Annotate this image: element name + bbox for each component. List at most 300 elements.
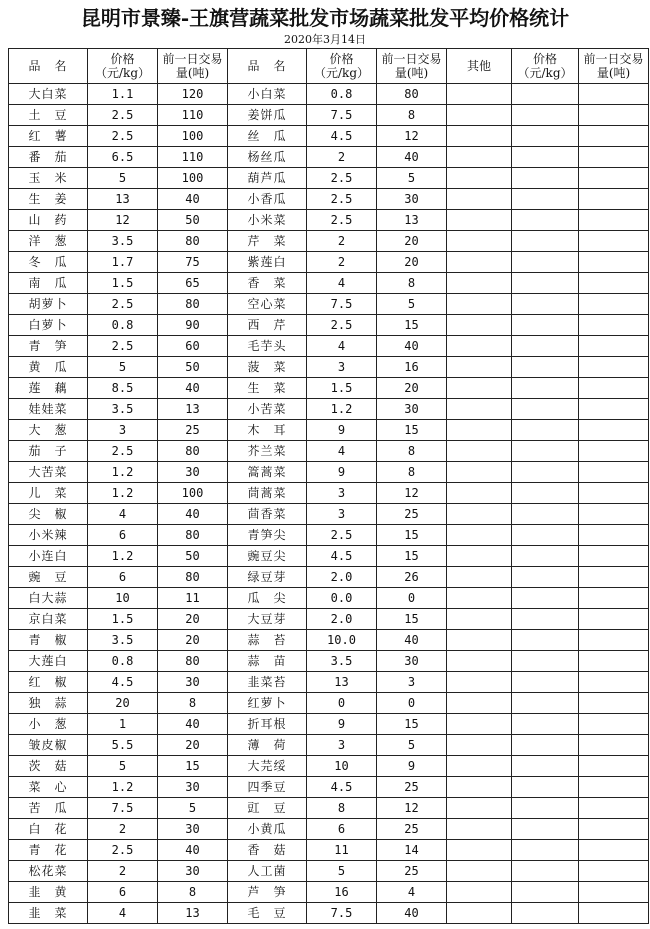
item-volume: 80 [158, 525, 228, 546]
item-volume: 20 [158, 630, 228, 651]
other-cell [447, 798, 512, 819]
item-name: 小米菜 [228, 210, 307, 231]
item-name: 青笋尖 [228, 525, 307, 546]
item-volume: 30 [158, 777, 228, 798]
item-price: 1.5 [307, 378, 377, 399]
item-price: 4 [88, 504, 158, 525]
item-price: 2.5 [88, 441, 158, 462]
item-price: 2.5 [307, 189, 377, 210]
other-cell [447, 357, 512, 378]
other-cell [447, 441, 512, 462]
other-cell [447, 777, 512, 798]
item-volume: 120 [158, 84, 228, 105]
item-price: 2 [307, 252, 377, 273]
other-price-cell [512, 399, 579, 420]
item-name: 茄 子 [9, 441, 88, 462]
table-row [9, 210, 649, 231]
table-row [9, 315, 649, 336]
table-body [9, 84, 649, 924]
item-price: 3 [88, 420, 158, 441]
item-price: 8.5 [88, 378, 158, 399]
item-name: 红 椒 [9, 672, 88, 693]
item-price: 2.5 [307, 525, 377, 546]
item-volume: 16 [377, 357, 447, 378]
item-volume: 5 [158, 798, 228, 819]
item-name: 大莲白 [9, 651, 88, 672]
item-price: 10 [307, 756, 377, 777]
item-name: 白 花 [9, 819, 88, 840]
item-volume: 14 [377, 840, 447, 861]
other-price-cell [512, 294, 579, 315]
table-row [9, 756, 649, 777]
other-cell [447, 189, 512, 210]
item-volume: 8 [158, 693, 228, 714]
item-volume: 50 [158, 210, 228, 231]
other-price-cell [512, 315, 579, 336]
item-name: 苦 瓜 [9, 798, 88, 819]
item-volume: 20 [377, 378, 447, 399]
other-price-cell [512, 609, 579, 630]
other-volume-cell [579, 231, 649, 252]
other-volume-cell [579, 672, 649, 693]
document-title: 昆明市景臻-王旗营蔬菜批发市场蔬菜批发平均价格统计 [80, 6, 570, 30]
item-name: 大豆芽 [228, 609, 307, 630]
other-price-cell [512, 126, 579, 147]
item-name: 胡萝卜 [9, 294, 88, 315]
item-price: 2.5 [307, 210, 377, 231]
item-name: 木 耳 [228, 420, 307, 441]
item-volume: 50 [158, 546, 228, 567]
item-volume: 13 [158, 903, 228, 924]
other-cell [447, 714, 512, 735]
item-name: 丝 瓜 [228, 126, 307, 147]
item-name: 青 笋 [9, 336, 88, 357]
other-cell [447, 483, 512, 504]
item-price: 2.0 [307, 567, 377, 588]
item-price: 2 [307, 231, 377, 252]
item-price: 6 [88, 882, 158, 903]
item-name: 大苦菜 [9, 462, 88, 483]
item-volume: 100 [158, 168, 228, 189]
table-row [9, 588, 649, 609]
table-row [9, 126, 649, 147]
other-price-cell [512, 441, 579, 462]
item-name: 毛芋头 [228, 336, 307, 357]
item-volume: 80 [158, 567, 228, 588]
other-volume-cell [579, 630, 649, 651]
other-price-cell [512, 357, 579, 378]
item-volume: 90 [158, 315, 228, 336]
other-price-cell [512, 546, 579, 567]
item-price: 16 [307, 882, 377, 903]
other-volume-cell [579, 315, 649, 336]
other-cell [447, 105, 512, 126]
other-price-cell [512, 273, 579, 294]
item-name: 冬 瓜 [9, 252, 88, 273]
other-cell [447, 819, 512, 840]
item-name: 京白菜 [9, 609, 88, 630]
table-row [9, 336, 649, 357]
item-name: 红萝卜 [228, 693, 307, 714]
other-volume-cell [579, 84, 649, 105]
item-price: 11 [307, 840, 377, 861]
table-row [9, 735, 649, 756]
other-cell [447, 273, 512, 294]
item-name: 松花菜 [9, 861, 88, 882]
table-row [9, 546, 649, 567]
item-volume: 9 [377, 756, 447, 777]
other-cell [447, 462, 512, 483]
item-name: 韭 菜 [9, 903, 88, 924]
item-price: 5 [88, 756, 158, 777]
other-cell [447, 525, 512, 546]
item-price: 5 [88, 168, 158, 189]
other-cell [447, 882, 512, 903]
item-volume: 80 [158, 231, 228, 252]
item-volume: 40 [158, 504, 228, 525]
other-volume-cell [579, 567, 649, 588]
other-volume-cell [579, 588, 649, 609]
table-row [9, 777, 649, 798]
item-volume: 25 [377, 819, 447, 840]
item-name: 韭菜苔 [228, 672, 307, 693]
other-cell [447, 903, 512, 924]
item-volume: 15 [377, 714, 447, 735]
item-name: 西 芹 [228, 315, 307, 336]
other-volume-cell [579, 189, 649, 210]
item-name: 菠 菜 [228, 357, 307, 378]
item-price: 2 [88, 819, 158, 840]
item-volume: 25 [158, 420, 228, 441]
other-volume-cell [579, 798, 649, 819]
other-cell [447, 336, 512, 357]
other-volume-cell [579, 378, 649, 399]
table-row [9, 105, 649, 126]
item-price: 3 [307, 483, 377, 504]
item-price: 7.5 [307, 903, 377, 924]
item-name: 芥兰菜 [228, 441, 307, 462]
item-volume: 12 [377, 483, 447, 504]
other-cell [447, 315, 512, 336]
item-name: 生 菜 [228, 378, 307, 399]
other-volume-cell [579, 609, 649, 630]
item-volume: 50 [158, 357, 228, 378]
header-name-1: 品 名 [9, 49, 88, 84]
item-name: 薄 荷 [228, 735, 307, 756]
item-price: 4 [307, 273, 377, 294]
item-price: 13 [88, 189, 158, 210]
item-volume: 5 [377, 294, 447, 315]
item-volume: 30 [158, 672, 228, 693]
other-cell [447, 378, 512, 399]
item-volume: 15 [377, 525, 447, 546]
item-price: 13 [307, 672, 377, 693]
other-price-cell [512, 525, 579, 546]
item-volume: 25 [377, 777, 447, 798]
other-price-cell [512, 210, 579, 231]
item-name: 小黄瓜 [228, 819, 307, 840]
item-price: 4 [88, 903, 158, 924]
other-price-cell [512, 420, 579, 441]
table-row [9, 819, 649, 840]
header-row [9, 49, 649, 84]
other-volume-cell [579, 714, 649, 735]
other-cell [447, 861, 512, 882]
table-row [9, 882, 649, 903]
item-volume: 30 [377, 189, 447, 210]
item-name: 绿豆芽 [228, 567, 307, 588]
item-price: 1.5 [88, 273, 158, 294]
item-name: 尖 椒 [9, 504, 88, 525]
item-name: 紫莲白 [228, 252, 307, 273]
table-row [9, 84, 649, 105]
item-volume: 8 [377, 441, 447, 462]
other-cell [447, 84, 512, 105]
item-name: 大芫绥 [228, 756, 307, 777]
item-price: 1.5 [88, 609, 158, 630]
other-cell [447, 168, 512, 189]
item-volume: 80 [158, 294, 228, 315]
other-cell [447, 147, 512, 168]
item-volume: 110 [158, 147, 228, 168]
item-price: 4.5 [307, 777, 377, 798]
other-volume-cell [579, 504, 649, 525]
item-price: 3.5 [88, 399, 158, 420]
item-volume: 8 [377, 462, 447, 483]
other-cell [447, 399, 512, 420]
other-volume-cell [579, 168, 649, 189]
item-volume: 25 [377, 861, 447, 882]
other-volume-cell [579, 399, 649, 420]
other-price-cell [512, 861, 579, 882]
other-price-cell [512, 189, 579, 210]
other-price-cell [512, 84, 579, 105]
item-price: 6 [88, 567, 158, 588]
other-cell [447, 504, 512, 525]
report-date: 2020年3月14日 [284, 33, 366, 46]
item-price: 20 [88, 693, 158, 714]
item-volume: 40 [158, 840, 228, 861]
item-name: 菜 心 [9, 777, 88, 798]
other-price-cell [512, 903, 579, 924]
item-name: 山 药 [9, 210, 88, 231]
item-price: 1.2 [88, 546, 158, 567]
item-name: 蒜 苔 [228, 630, 307, 651]
item-volume: 75 [158, 252, 228, 273]
item-name: 杨丝瓜 [228, 147, 307, 168]
table-row [9, 252, 649, 273]
item-volume: 40 [377, 630, 447, 651]
other-volume-cell [579, 210, 649, 231]
item-volume: 40 [158, 714, 228, 735]
item-volume: 13 [158, 399, 228, 420]
item-volume: 11 [158, 588, 228, 609]
item-name: 豌豆尖 [228, 546, 307, 567]
item-name: 红 薯 [9, 126, 88, 147]
other-cell [447, 651, 512, 672]
table-row [9, 861, 649, 882]
other-price-cell [512, 588, 579, 609]
item-name: 葫芦瓜 [228, 168, 307, 189]
item-name: 茨 菇 [9, 756, 88, 777]
item-price: 5 [307, 861, 377, 882]
item-volume: 3 [377, 672, 447, 693]
item-name: 黄 瓜 [9, 357, 88, 378]
item-volume: 80 [377, 84, 447, 105]
table-row [9, 483, 649, 504]
item-price: 1.2 [88, 483, 158, 504]
table-row [9, 798, 649, 819]
item-price: 5.5 [88, 735, 158, 756]
item-name: 皱皮椒 [9, 735, 88, 756]
table-row [9, 903, 649, 924]
table-row [9, 609, 649, 630]
item-name: 独 蒜 [9, 693, 88, 714]
other-cell [447, 294, 512, 315]
other-price-cell [512, 168, 579, 189]
other-volume-cell [579, 819, 649, 840]
other-volume-cell [579, 441, 649, 462]
other-volume-cell [579, 357, 649, 378]
item-price: 2.5 [88, 336, 158, 357]
table-row [9, 231, 649, 252]
item-name: 豇 豆 [228, 798, 307, 819]
item-price: 3 [307, 504, 377, 525]
other-volume-cell [579, 147, 649, 168]
item-name: 南 瓜 [9, 273, 88, 294]
other-price-cell [512, 672, 579, 693]
table-row [9, 504, 649, 525]
item-price: 3.5 [88, 630, 158, 651]
item-volume: 30 [158, 819, 228, 840]
item-volume: 8 [158, 882, 228, 903]
item-price: 1.7 [88, 252, 158, 273]
item-name: 玉 米 [9, 168, 88, 189]
table-row [9, 651, 649, 672]
other-volume-cell [579, 546, 649, 567]
other-volume-cell [579, 462, 649, 483]
item-name: 芦 笋 [228, 882, 307, 903]
other-price-cell [512, 483, 579, 504]
item-price: 1.2 [88, 777, 158, 798]
item-name: 香 菇 [228, 840, 307, 861]
item-price: 12 [88, 210, 158, 231]
item-name: 大白菜 [9, 84, 88, 105]
item-name: 小米辣 [9, 525, 88, 546]
item-name: 茴香菜 [228, 504, 307, 525]
other-volume-cell [579, 693, 649, 714]
other-cell [447, 672, 512, 693]
other-price-cell [512, 462, 579, 483]
item-name: 四季豆 [228, 777, 307, 798]
header-volume-2: 前一日交易量(吨) [377, 49, 447, 84]
item-volume: 5 [377, 168, 447, 189]
item-price: 2.5 [307, 168, 377, 189]
other-volume-cell [579, 483, 649, 504]
other-cell [447, 126, 512, 147]
other-cell [447, 252, 512, 273]
item-name: 大 葱 [9, 420, 88, 441]
other-price-cell [512, 567, 579, 588]
other-volume-cell [579, 105, 649, 126]
other-cell [447, 693, 512, 714]
item-name: 香 菜 [228, 273, 307, 294]
item-volume: 40 [158, 378, 228, 399]
other-volume-cell [579, 651, 649, 672]
item-name: 土 豆 [9, 105, 88, 126]
item-price: 0 [307, 693, 377, 714]
item-volume: 12 [377, 798, 447, 819]
item-volume: 30 [158, 861, 228, 882]
table-row [9, 378, 649, 399]
item-volume: 100 [158, 126, 228, 147]
item-price: 0.0 [307, 588, 377, 609]
item-name: 折耳根 [228, 714, 307, 735]
item-volume: 80 [158, 651, 228, 672]
item-volume: 15 [377, 315, 447, 336]
other-volume-cell [579, 777, 649, 798]
item-volume: 15 [377, 420, 447, 441]
table-row [9, 189, 649, 210]
other-price-cell [512, 735, 579, 756]
header-price-3: 价格（元/kg） [512, 49, 579, 84]
other-cell [447, 231, 512, 252]
item-name: 洋 葱 [9, 231, 88, 252]
item-volume: 0 [377, 693, 447, 714]
item-volume: 40 [377, 903, 447, 924]
item-volume: 15 [158, 756, 228, 777]
other-volume-cell [579, 861, 649, 882]
table-row [9, 273, 649, 294]
item-price: 7.5 [307, 105, 377, 126]
item-volume: 25 [377, 504, 447, 525]
item-price: 1.2 [88, 462, 158, 483]
item-name: 瓜 尖 [228, 588, 307, 609]
item-volume: 40 [158, 189, 228, 210]
item-price: 4.5 [88, 672, 158, 693]
table-row [9, 420, 649, 441]
item-volume: 20 [377, 252, 447, 273]
item-volume: 8 [377, 273, 447, 294]
other-price-cell [512, 231, 579, 252]
item-name: 儿 菜 [9, 483, 88, 504]
item-name: 篙蒿菜 [228, 462, 307, 483]
item-name: 姜饼瓜 [228, 105, 307, 126]
item-price: 2.5 [88, 840, 158, 861]
other-price-cell [512, 882, 579, 903]
table-row [9, 399, 649, 420]
item-volume: 20 [158, 609, 228, 630]
item-price: 9 [307, 420, 377, 441]
other-volume-cell [579, 273, 649, 294]
price-table [8, 48, 649, 924]
item-volume: 30 [158, 462, 228, 483]
other-cell [447, 630, 512, 651]
other-price-cell [512, 840, 579, 861]
other-price-cell [512, 105, 579, 126]
item-price: 10 [88, 588, 158, 609]
item-volume: 20 [158, 735, 228, 756]
other-price-cell [512, 504, 579, 525]
item-name: 人工菌 [228, 861, 307, 882]
item-price: 1 [88, 714, 158, 735]
other-price-cell [512, 756, 579, 777]
item-price: 4.5 [307, 546, 377, 567]
item-name: 白大蒜 [9, 588, 88, 609]
table-row [9, 525, 649, 546]
other-volume-cell [579, 420, 649, 441]
other-volume-cell [579, 525, 649, 546]
